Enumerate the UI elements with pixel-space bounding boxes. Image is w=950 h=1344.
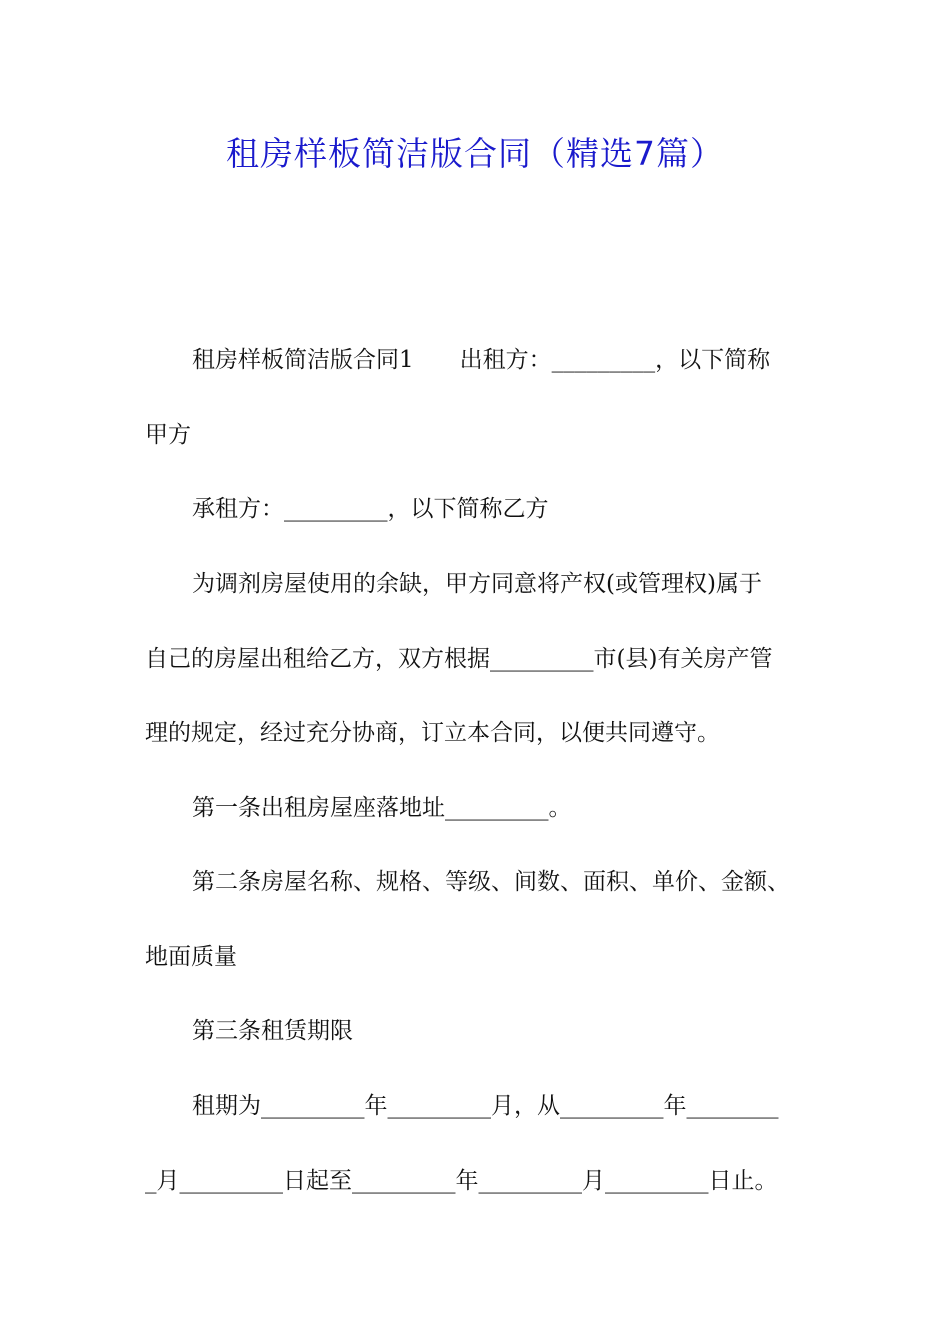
paragraph-line: 理的规定，经过充分协商，订立本合同，以便共同遵守。: [145, 720, 720, 746]
paragraph-line: 第二条房屋名称、规格、等级、间数、面积、单价、金额、: [192, 869, 790, 895]
paragraph-line: 第三条租赁期限: [192, 1018, 353, 1044]
paragraph-line: 租房样板简洁版合同1 出租方：_________，以下简称: [192, 347, 771, 373]
document-title: 租房样板简洁版合同（精选7篇）: [226, 134, 724, 173]
paragraph-line: 甲方: [145, 422, 191, 448]
paragraph-line: 自己的房屋出租给乙方，双方根据_________市(县)有关房产管: [145, 646, 773, 672]
paragraph-line: _月_________日起至_________年_________月_________日止。: [145, 1168, 778, 1194]
paragraph-line: 为调剂房屋使用的余缺，甲方同意将产权(或管理权)属于: [192, 571, 762, 597]
paragraph-line: 地面质量: [145, 944, 237, 970]
paragraph-line: 第一条出租房屋座落地址_________。: [192, 795, 572, 821]
paragraph-line: 承租方：_________，以下简称乙方: [192, 496, 549, 522]
paragraph-line: 租期为_________年_________月，从_________年________: [192, 1093, 779, 1119]
